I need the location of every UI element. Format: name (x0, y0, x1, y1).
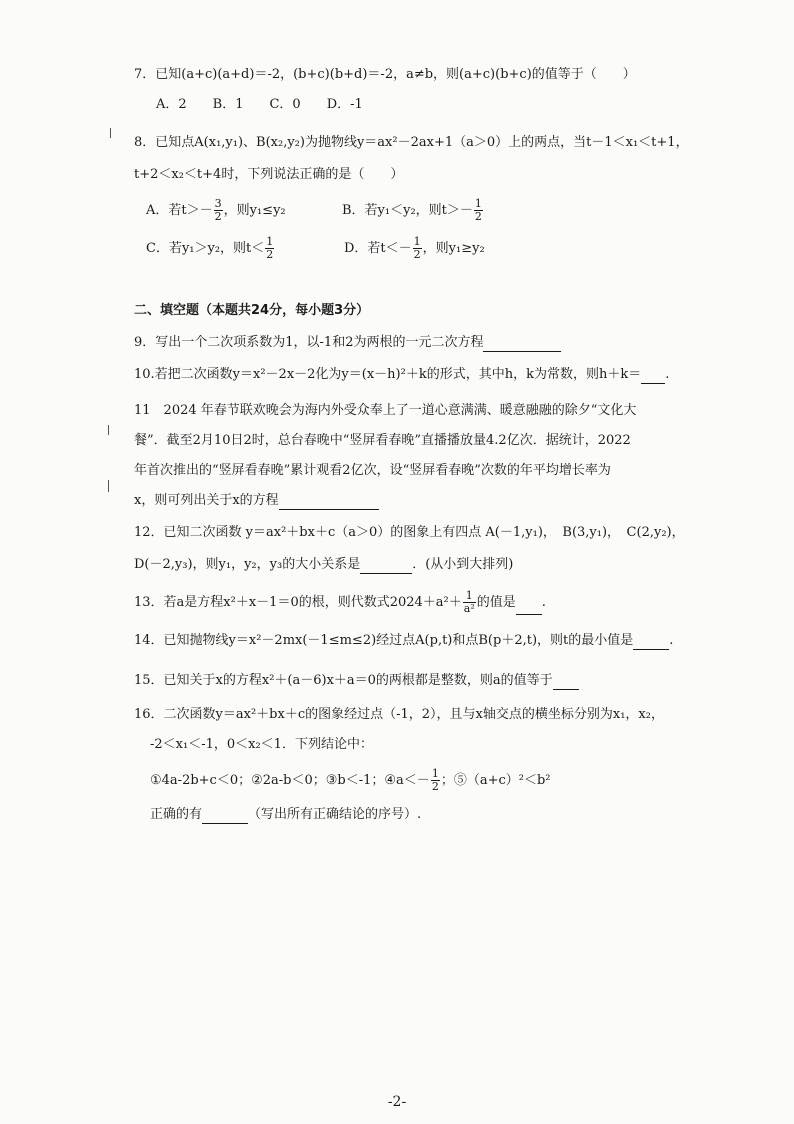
question-7-stem: 7．已知(a+c)(a+d)＝-2，(b+c)(b+d)＝-2，a≠b，则(a+c)(b+c)的值等于（ ） (134, 67, 636, 82)
question-11-line1: 11 2024 年春节联欢晚会为海内外受众奉上了一道心意满满、暖意融融的除夕“文化大 (134, 403, 637, 418)
fraction: $\frac{1}{2}$ (266, 235, 274, 261)
fraction: $\frac{1}{2}$ (474, 197, 482, 223)
question-15: 15．已知关于x的方程x²＋(a－6)x＋a＝0的两根都是整数，则a的值等于 (134, 672, 579, 690)
fraction: $\frac{3}{2}$ (214, 197, 222, 223)
question-16-line3: ①4a-2b+c＜0；②2a-b＜0；③b＜-1；④a＜－ $\frac{1}{2}$ ；⑤（a+c）²＜b² (150, 767, 551, 793)
section-2-heading: 二、填空题（本题共24分，每小题3分） (134, 303, 370, 318)
answer-blank (279, 495, 379, 510)
question-8-option-b: B．若y₁＜y₂，则t＞－ $\frac{1}{2}$ (342, 197, 482, 223)
fraction: $\frac{1}{2}$ (413, 235, 421, 261)
question-7-options: A．2 B．1 C．0 D．-1 (156, 97, 363, 112)
fraction: $\frac{1}{2}$ (431, 767, 439, 793)
page-number: -2- (387, 1094, 407, 1110)
question-14: 14．已知抛物线y＝x²－2mx(－1≤m≤2)经过点A(p,t)和点B(p＋2,t)，则t的最小值是 . (134, 633, 674, 648)
answer-blank (553, 675, 579, 690)
question-16-line1: 16．二次函数y＝ax²＋bx＋c的图象经过点（-1，2），且与x轴交点的横坐标分别为x₁，x₂， (134, 707, 664, 722)
scan-mark (108, 425, 109, 435)
answer-blank (483, 337, 561, 352)
fraction: $\frac{1}{\text{a²}}$ (463, 589, 475, 615)
answer-blank (641, 369, 665, 384)
answer-blank (360, 559, 412, 574)
question-10: 10.若把二次函数y＝x²－2x－2化为y＝(x－h)²＋k的形式，其中h，k为常数，则h＋k＝ . (134, 367, 670, 382)
answer-blank (202, 809, 248, 824)
question-8-stem-line1: 8．已知点A(x₁,y₁)、B(x₂,y₂)为抛物线y＝ax²－2ax+1（a＞0）上的两点，当t－1＜x₁＜t+1， (134, 135, 689, 150)
question-11-line3: 年首次推出的“竖屏看春晚”累计观看2亿次，设“竖屏看春晚”次数的年平均增长率为 (134, 463, 611, 478)
question-12-line2: D(－2,y₃)，则y₁，y₂，y₃的大小关系是 ．(从小到大排列) (134, 557, 514, 572)
scan-mark (108, 480, 109, 492)
question-12-line1: 12．已知二次函数 y＝ax²＋bx＋c（a＞0）的图象上有四点 A(－1,y₁)， B(3,y₁)， C(2,y₂)， (134, 525, 685, 540)
question-8-option-d: D．若t＜－ $\frac{1}{2}$ ，则y₁≥y₂ (344, 235, 485, 261)
answer-blank (633, 635, 669, 650)
question-13: 13．若a是方程x²＋x－1＝0的根，则代数式2024＋a²＋ $\frac{1}{\text{a²}}$ 的值是 . (134, 589, 546, 615)
question-11-line4: x，则可列出关于x的方程 (134, 492, 379, 510)
answer-blank (516, 600, 542, 615)
question-9: 9．写出一个二次项系数为1，以-1和2为两根的一元二次方程 (134, 334, 561, 352)
question-16-line2: -2＜x₁＜-1，0＜x₂＜1．下列结论中： (150, 737, 373, 752)
scan-mark (110, 128, 111, 138)
question-16-line4: 正确的有 （写出所有正确结论的序号）. (150, 807, 422, 822)
question-8-option-c: C．若y₁＞y₂，则t＜ $\frac{1}{2}$ (146, 235, 274, 261)
question-8-option-a: A．若t＞－ $\frac{3}{2}$ ，则y₁≤y₂ (146, 197, 286, 223)
question-11-line2: 餐”．截至2月10日2时，总台春晚中“竖屏看春晚”直播播放量4.2亿次．据统计，2022 (134, 433, 631, 448)
question-8-stem-line2: t+2＜x₂＜t+4时，下列说法正确的是（ ） (134, 167, 404, 182)
